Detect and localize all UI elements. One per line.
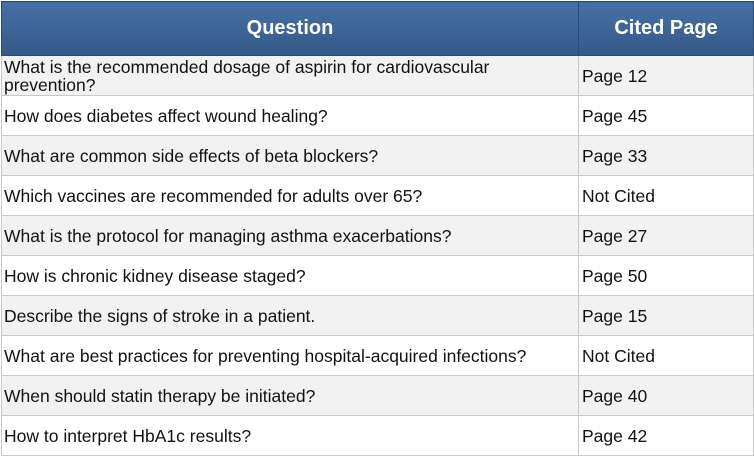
question-cell: How is chronic kidney disease staged? (2, 256, 579, 296)
table-row (2, 336, 754, 376)
table-row (2, 216, 754, 256)
question-cell: What is the protocol for managing asthma exacerbations? (2, 216, 579, 256)
cited-page-cell: Page 15 (579, 296, 754, 336)
question-cell: What are best practices for preventing hospital-acquired infections? (2, 336, 579, 376)
question-cell: Describe the signs of stroke in a patient. (2, 296, 579, 336)
table-row (2, 256, 754, 296)
cited-page-column-header: Cited Page (579, 2, 754, 56)
cited-page-cell: Page 27 (579, 216, 754, 256)
cited-page-cell: Page 33 (579, 136, 754, 176)
question-cell: What are common side effects of beta blockers? (2, 136, 579, 176)
table-row (2, 376, 754, 416)
question-cell: How does diabetes affect wound healing? (2, 96, 579, 136)
question-column-header: Question (2, 2, 579, 56)
question-cell: What is the recommended dosage of aspirin for cardiovascular prevention? (2, 56, 579, 96)
table-row (2, 56, 754, 96)
question-cell: Which vaccines are recommended for adults over 65? (2, 176, 579, 216)
questions-table (1, 1, 754, 456)
cited-page-cell: Not Cited (579, 336, 754, 376)
table-header (2, 2, 754, 56)
header-row (2, 2, 754, 56)
cited-page-cell: Not Cited (579, 176, 754, 216)
cited-page-cell: Page 40 (579, 376, 754, 416)
cited-page-cell: Page 45 (579, 96, 754, 136)
question-cell: When should statin therapy be initiated? (2, 376, 579, 416)
cited-page-cell: Page 50 (579, 256, 754, 296)
table-row (2, 176, 754, 216)
table-row (2, 416, 754, 456)
table-body (2, 56, 754, 456)
table-row (2, 296, 754, 336)
question-cell: How to interpret HbA1c results? (2, 416, 579, 456)
cited-page-cell: Page 12 (579, 56, 754, 96)
table-row (2, 136, 754, 176)
table-row (2, 96, 754, 136)
cited-page-cell: Page 42 (579, 416, 754, 456)
